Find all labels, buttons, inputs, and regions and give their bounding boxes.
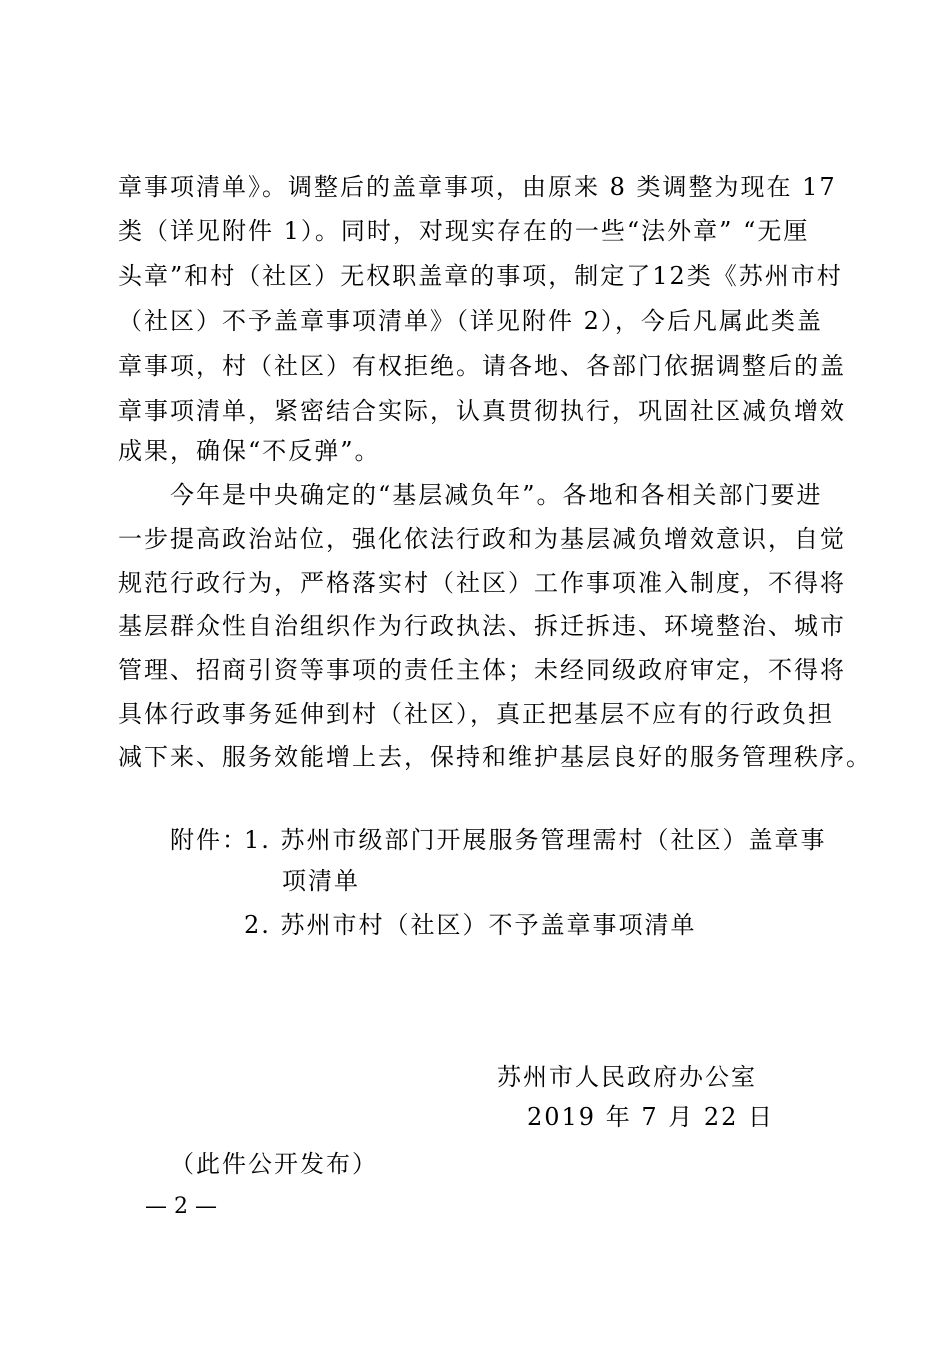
attachment-item-1-line-2: 项清单 (282, 867, 360, 895)
body-line-11: 基层群众性自治组织作为行政执法、拆迁拆违、环境整治、城市 (118, 612, 846, 640)
body-line-12: 管理、招商引资等事项的责任主体；未经同级政府审定，不得将 (118, 656, 846, 684)
page-number: — 2 — (145, 1194, 217, 1219)
body-line-9: 一步提高政治站位，强化依法行政和为基层减负增效意识，自觉 (118, 525, 846, 553)
body-line-13: 具体行政事务延伸到村（社区），真正把基层不应有的行政负担 (118, 700, 834, 728)
attachment-item-1-line-1: 1. 苏州市级部门开展服务管理需村（社区）盖章事 (244, 826, 827, 854)
attachment-item-2: 2. 苏州市村（社区）不予盖章事项清单 (244, 911, 697, 939)
body-line-10: 规范行政行为，严格落实村（社区）工作事项准入制度，不得将 (118, 569, 846, 597)
body-line-5: 章事项，村（社区）有权拒绝。请各地、各部门依据调整后的盖 (118, 352, 846, 380)
issuing-office: 苏州市人民政府办公室 (497, 1063, 757, 1091)
body-line-2: 类（详见附件 1）。同时，对现实存在的一些“法外章” “无厘 (118, 217, 810, 245)
issue-date: 2019 年 7 月 22 日 (527, 1103, 775, 1131)
body-line-4: （社区）不予盖章事项清单》（详见附件 2），今后凡属此类盖 (118, 307, 823, 335)
body-line-3: 头章”和村（社区）无权职盖章的事项，制定了12类《苏州市村 (118, 262, 843, 290)
disclosure-note: （此件公开发布） (170, 1150, 378, 1178)
body-line-14: 减下来、服务效能增上去，保持和维护基层良好的服务管理秩序。 (118, 743, 872, 771)
body-line-6: 章事项清单，紧密结合实际，认真贯彻执行，巩固社区减负增效 (118, 397, 846, 425)
attachment-label: 附件： (170, 826, 248, 854)
body-line-7: 成果，确保“不反弹”。 (118, 437, 381, 465)
body-line-8: 今年是中央确定的“基层减负年”。各地和各相关部门要进 (118, 481, 823, 509)
body-line-1: 章事项清单》。调整后的盖章事项，由原来 8 类调整为现在 17 (118, 173, 837, 201)
